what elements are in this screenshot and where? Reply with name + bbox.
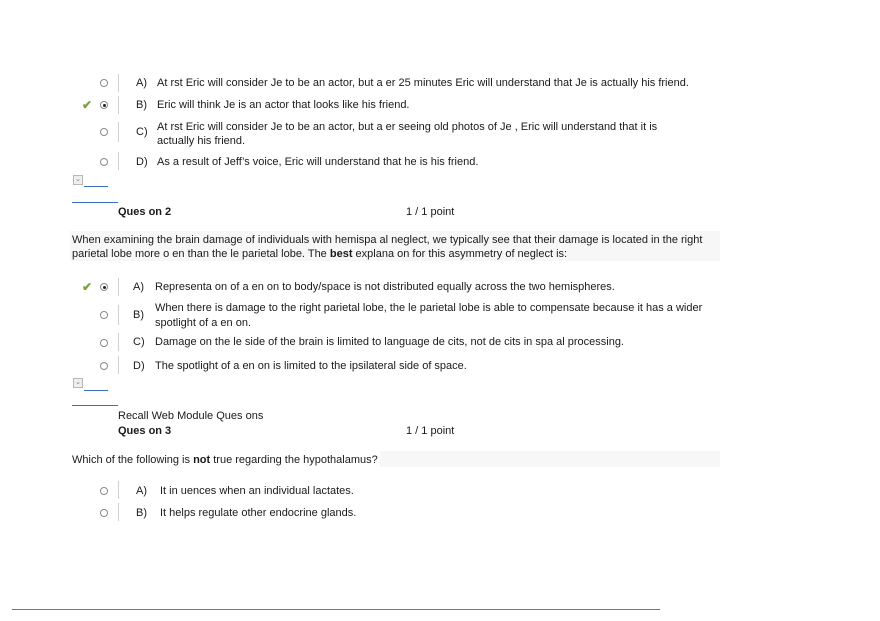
expand-feedback-icon[interactable]: ⌄ xyxy=(73,378,83,388)
option-text-line: spotlight of a en on. xyxy=(155,317,252,329)
radio-frame xyxy=(118,74,119,92)
option-letter: A) xyxy=(136,77,147,89)
option-text-line: When there is damage to the right parietal lobe, the le parietal lobe is able to compensate because it has a wider xyxy=(155,302,703,314)
radio-frame xyxy=(118,152,119,170)
footer-divider xyxy=(12,609,660,610)
prompt-text: Which of the following is xyxy=(72,454,194,466)
option-text: It in uences when an individual lactates. xyxy=(160,485,354,497)
expand-feedback-icon[interactable]: ⌄ xyxy=(73,175,83,185)
radio-button[interactable] xyxy=(100,158,108,166)
question-prompt xyxy=(72,453,378,467)
prompt-text: true regarding the hypothalamus? xyxy=(210,454,378,466)
radio-button[interactable] xyxy=(100,79,108,87)
option-text: At rst Eric will consider Je to be an actor, but a er 25 minutes Eric will understand that Je is actually his friend. xyxy=(157,77,689,89)
option-letter: B) xyxy=(136,507,147,519)
radio-frame xyxy=(118,96,119,114)
option-text: Representa on of a en on to body/space is not distributed equally across the two hemispheres. xyxy=(155,281,615,293)
question-score: 1 / 1 point xyxy=(406,425,455,437)
question-title: Ques on 3 xyxy=(118,425,172,437)
radio-button-selected[interactable] xyxy=(100,283,108,291)
radio-button[interactable] xyxy=(100,362,108,370)
radio-frame xyxy=(118,503,119,521)
feedback-link-underline[interactable] xyxy=(84,390,108,391)
question-prompt-line xyxy=(72,247,567,261)
question-prompt-line: When examining the brain damage of individuals with hemispa al neglect, we typically see that their damage is located in the right xyxy=(72,234,703,246)
radio-frame xyxy=(118,481,119,499)
option-text: The spotlight of a en on is limited to the ipsilateral side of space. xyxy=(155,360,467,372)
option-text: As a result of Jeff’s voice, Eric will understand that he is his friend. xyxy=(157,156,479,168)
section-divider-link xyxy=(72,405,118,406)
option-text-line: At rst Eric will consider Je to be an actor, but a er seeing old photos of Je , Eric will understand that it is xyxy=(157,121,658,133)
radio-frame xyxy=(118,305,119,325)
option-letter: C) xyxy=(136,126,148,138)
feedback-link-underline[interactable] xyxy=(84,186,108,187)
radio-frame xyxy=(118,122,119,142)
radio-frame xyxy=(118,278,119,296)
option-letter: C) xyxy=(133,336,145,348)
question-prompt-box xyxy=(380,451,720,467)
radio-frame xyxy=(118,356,119,374)
module-title: Recall Web Module Ques ons xyxy=(118,410,264,422)
option-letter: B) xyxy=(133,309,144,321)
correct-check-icon: ✔ xyxy=(82,98,93,112)
prompt-text: parietal lobe more o en than the le parietal lobe. The xyxy=(72,248,330,260)
prompt-emphasis: not xyxy=(193,454,211,466)
radio-button[interactable] xyxy=(100,339,108,347)
radio-button[interactable] xyxy=(100,128,108,136)
option-letter: B) xyxy=(136,99,147,111)
radio-button[interactable] xyxy=(100,311,108,319)
radio-button[interactable] xyxy=(100,487,108,495)
prompt-text: explana on for this asymmetry of neglect is: xyxy=(352,248,568,260)
option-text: Eric will think Je is an actor that looks like his friend. xyxy=(157,99,410,111)
option-letter: D) xyxy=(133,360,145,372)
radio-button[interactable] xyxy=(100,509,108,517)
option-text: Damage on the le side of the brain is limited to language de cits, not de cits in spa al processing. xyxy=(155,336,624,348)
question-score: 1 / 1 point xyxy=(406,206,455,218)
option-text-line: actually his friend. xyxy=(157,135,246,147)
option-letter: D) xyxy=(136,156,148,168)
radio-button-selected[interactable] xyxy=(100,101,108,109)
option-text: It helps regulate other endocrine glands. xyxy=(160,507,357,519)
option-letter: A) xyxy=(136,485,147,497)
section-divider-link xyxy=(72,202,118,203)
question-title: Ques on 2 xyxy=(118,206,172,218)
correct-check-icon: ✔ xyxy=(82,280,93,294)
option-letter: A) xyxy=(133,281,144,293)
radio-frame xyxy=(118,333,119,351)
prompt-emphasis: best xyxy=(329,248,353,260)
